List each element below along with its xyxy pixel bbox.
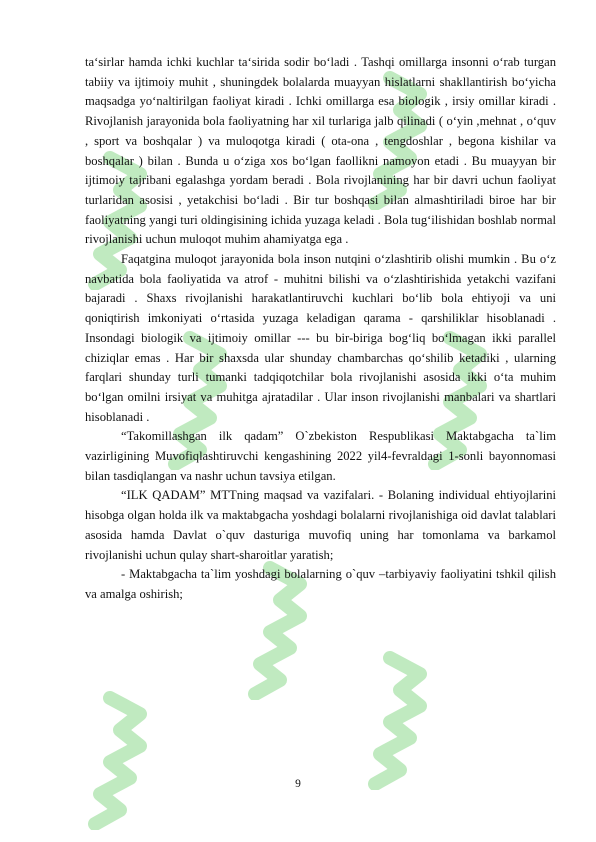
paragraph-2: Faqatgina muloqot jarayonida bola inson nutqini o‘zlashtirib olishi mumkin . Bu o‘z navbatida bola faoliyatida va atrof - muhitni bilishi va o‘zlashtirishida yetakchi vazifani bajaradi . Shaxs rivojlanishi harakatlantiruvchi kuchlari bo‘lib bola ehtiyoji va uni qoniqtirish imkoniyati o‘rtasida yuzaga keladigan qarama - qarshiliklar hisoblanadi . Insondagi biologik va ijtimoiy omillar --- bu bir-biriga bog‘liq bo‘lmagan ikki parallel chiziqlar emas . Har bir shaxsda ular shunday chambarchas qo‘shilib ketadiki , ularning farqlari shunday turli tumanki tadqiqotchilar bola rivojlanishi asosida ikki o‘ta muhim bo‘lgan omilni irsiyat va muhitga ajratadilar . Ular inson rivojlanishi manbalari va shartlari hisoblanadi . xyxy=(85,252,556,424)
paragraph-5: - Maktabgacha ta`lim yoshdagi bolalarning o`quv –tarbiyaviy faoliyatini tshkil qilish va amalga oshirish; xyxy=(85,567,556,601)
watermark-logo xyxy=(80,690,150,830)
paragraph-4: “ILK QADAM” MTTning maqsad va vazifalari. - Bolaning individual ehtiyojlarini hisobga olgan holda ilk va maktabgacha yoshdagi bolalarni rivojlanishiga oid davlat talablari asosida hamda Davlat o`quv dasturiga muvofiq uning har tomonlama va barkamol rivojlanishi uchun qulay shart-sharoitlar yaratish; xyxy=(85,488,556,562)
document-body xyxy=(85,53,556,605)
watermark-logo-icon xyxy=(80,690,150,830)
page-number: 9 xyxy=(295,778,301,790)
paragraph-3: “Takomillashgan ilk qadam” O`zbekiston Respublikasi Maktabgacha ta`lim vazirligining Muvofiqlashtiruvchi kengashining 2022 yil4-fevraldagi 1-sonli bayonnomasi bilan tasdiqlangan va nashr uchun tavsiya etilgan. xyxy=(85,429,556,483)
paragraph-1: ta‘sirlar hamda ichki kuchlar ta‘sirida sodir bo‘ladi . Tashqi omillarga insonni o‘rab turgan tabiiy va ijtimoiy muhit , shuningdek bolalarda muayyan hislatlarni shakllantirish bo‘yicha maqsadga yo‘naltirilgan faoliyat kiradi . Ichki omillarga esa biologik , irsiy omillar kiradi . Rivojlanish jarayonida bola faoliyatning har xil turlariga jalb qilinadi ( o‘yin ,mehnat , o‘quv , sport va boshqalar ) va muloqotga kiradi ( ota-ona , tengdoshlar , begona kishilar va boshqalar ) bilan . Bunda u o‘ziga xos bo‘lgan faollikni namoyon etadi . Bu muayyan bir ijtimoiy tajribani egalashga yordam beradi . Bola rivojlanining har bir davri uchun faoliyat turlaridan asosisi , yetakchisi bo‘ladi . Bir tur boshqasi bilan almashtiriladi biroe har bir faoliyatning yangi turi oldingisining ichida yuzaga keladi . Bola tug‘ilishidan boshlab normal rivojlanishi uchun muloqot muhim ahamiyatga ega . xyxy=(85,55,556,247)
watermark-logo xyxy=(360,650,430,790)
watermark-logo-icon xyxy=(360,650,430,790)
